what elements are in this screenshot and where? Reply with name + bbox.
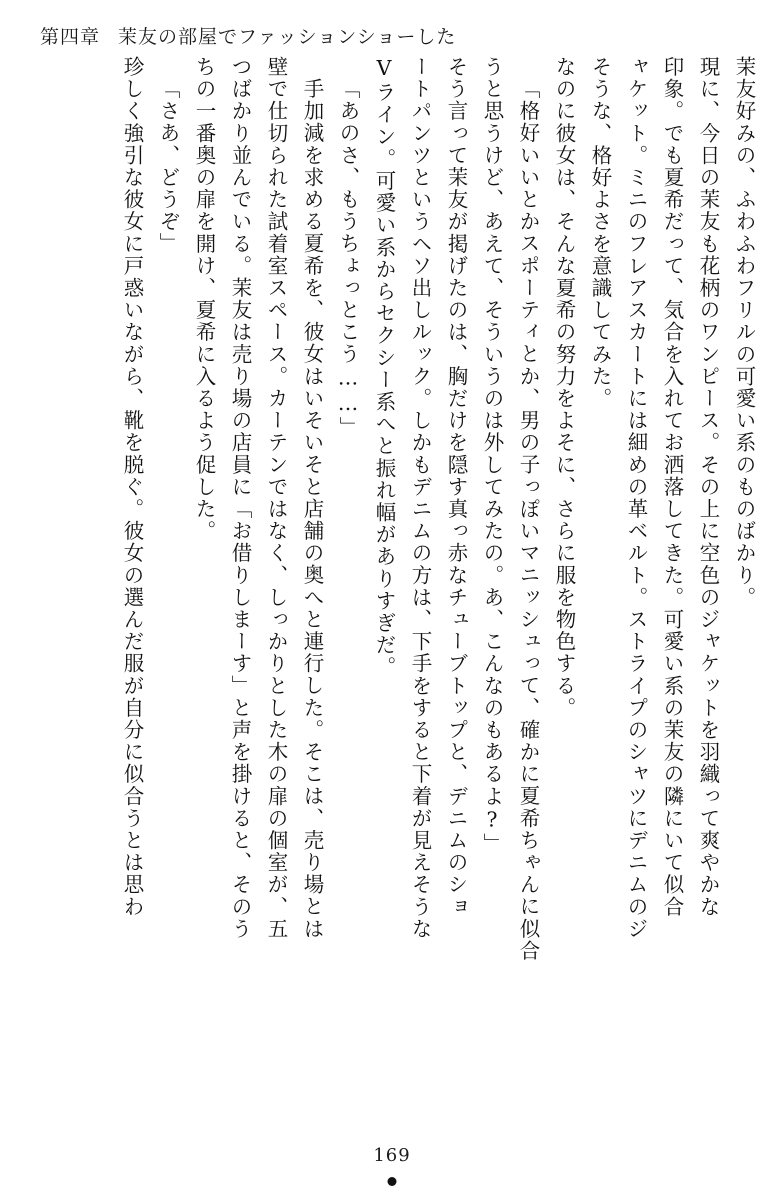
- text-line: 手加減を求める夏希を、彼女はいそいそと店舗の奥へと連行した。そこは、売り場とは: [300, 78, 324, 940]
- text-line: そう言って茉友が掲げたのは、胸だけを隠す真っ赤なチューブトップと、デニムのショ: [444, 56, 468, 918]
- text-line: Vライン。可愛い系からセクシー系へと振れ幅がありすぎだ。: [372, 56, 396, 679]
- text-line: ャケット。ミニのフレアスカートには細めの革ベルト。ストライプのシャツにデニムのジ: [624, 56, 648, 940]
- running-head: [40, 18, 744, 52]
- text-line: 「さあ、どうぞ」: [156, 78, 180, 255]
- text-line: そうな、格好よさを意識してみた。: [588, 56, 612, 410]
- text-line: 「格好いいとかスポーティとか、男の子っぽいマニッシュって、確かに夏希ちゃんに似合: [516, 78, 540, 962]
- text-line: 「あのさ、もうちょっとこう……」: [336, 78, 360, 439]
- text-line: 印象。でも夏希だって、気合を入れてお洒落してきた。可愛い系の茉友の隣にいて似合: [660, 56, 684, 918]
- chapter-title: 茉友の部屋でファッションショーした: [118, 25, 457, 48]
- text-line: 珍しく強引な彼女に戸惑いながら、靴を脱ぐ。彼女の選んだ服が自分に似合うとは思わ: [120, 56, 144, 918]
- vertical-text-body: [36, 56, 754, 1146]
- text-line: つばかり並んでいる。茉友は売り場の店員に「お借りしまーす」と声を掛けると、そのう: [228, 56, 252, 940]
- text-line: ートパンツというヘソ出しルック。しかもデニムの方は、下手をすると下着が見えそうな: [408, 56, 432, 940]
- chapter-number: 第四章: [40, 25, 101, 48]
- text-line: 茉友好みの、ふわふわフリルの可愛い系のものばかり。: [732, 56, 756, 609]
- text-line: 壁で仕切られた試着室スペース。カーテンではなく、しっかりとした木の扉の個室が、五: [264, 56, 288, 940]
- text-line: ちの一番奥の扉を開け、夏希に入るよう促した。: [192, 56, 216, 543]
- text-line: なのに彼女は、そんな夏希の努力をよそに、さらに服を物色する。: [552, 56, 576, 719]
- footer-dot-ornament: [388, 1177, 397, 1186]
- text-line: 現に、今日の茉友も花柄のワンピース。その上に空色のジャケットを羽織って爽やかな: [696, 56, 720, 918]
- page-number: 169: [373, 1145, 411, 1166]
- text-line: うと思うけど、あえて、そういうのは外してみたの。あ、こんなのもあるよ?」: [480, 56, 504, 856]
